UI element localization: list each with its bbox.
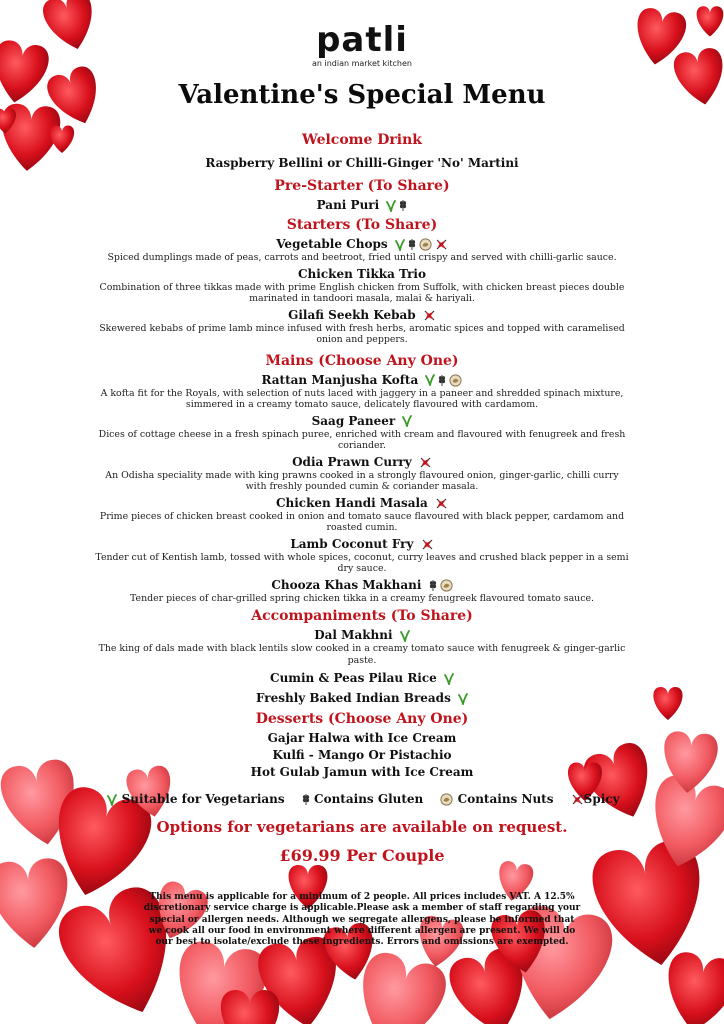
vegetarian-icon xyxy=(458,693,468,705)
vegetarian-icon xyxy=(425,374,435,386)
section-heading-prestarter: Pre-Starter (To Share) xyxy=(274,178,450,194)
spicy-icon xyxy=(435,238,448,251)
spicy-icon xyxy=(421,538,434,551)
gluten-icon xyxy=(429,579,437,592)
dish-description: Tender cut of Kentish lamb, tossed with whole spices, coconut, curry leaves and crushed black pepper in a semi dry sauce. xyxy=(95,551,629,574)
dish-name: Rattan Manjusha Kofta xyxy=(261,372,419,387)
dish-saag-paneer xyxy=(80,413,644,429)
dish-description: An Odisha speciality made with king prawns cooked in a strongly flavoured onion, ginger-garlic, chilli curry with freshly pounded cumin & coriander masala. xyxy=(105,469,619,492)
brand-logo xyxy=(0,22,724,68)
vegetarian-icon xyxy=(107,794,117,806)
spicy-icon xyxy=(423,309,436,322)
dish-name: Vegetable Chops xyxy=(276,237,388,251)
dish-description: Combination of three tikkas made with prime English chicken from Suffolk, with chicken breast pieces double marinated in tandoori masala, malai & hariyali. xyxy=(99,281,625,304)
dish-lamb-coconut-fry xyxy=(80,536,644,552)
dish-rattan-manjusha-kofta xyxy=(80,372,644,388)
legend-spicy: Spicy xyxy=(583,792,620,806)
dish-name: Gilafi Seekh Kebab xyxy=(288,307,416,322)
dietary-legend xyxy=(0,792,724,806)
section-heading-accompaniments: Accompaniments (To Share) xyxy=(251,608,473,624)
vegetarian-icon xyxy=(395,239,405,251)
dish-odia-prawn-curry xyxy=(80,454,644,470)
dessert-item: Kulfi - Mango Or Pistachio xyxy=(272,748,452,762)
brand-name: patli xyxy=(316,20,408,60)
dish-name: Odia Prawn Curry xyxy=(292,454,412,469)
section-heading-starters: Starters (To Share) xyxy=(286,217,438,233)
section-heading-desserts: Desserts (Choose Any One) xyxy=(255,711,469,727)
nuts-icon xyxy=(419,238,432,251)
dish-chicken-tikka-trio xyxy=(80,266,644,282)
gluten-icon xyxy=(302,793,310,806)
dish-description: The king of dals made with black lentils slow cooked in a creamy tomato sauce with fenugreek & ginger-garlic paste. xyxy=(98,643,626,666)
dish-name: Chicken Tikka Trio xyxy=(297,266,426,281)
dish-name: Lamb Coconut Fry xyxy=(290,536,414,551)
welcome-drink-item: Raspberry Bellini or Chilli-Ginger 'No' Martini xyxy=(205,156,519,170)
nuts-icon xyxy=(440,793,453,806)
dish-vegetable-chops xyxy=(80,236,644,252)
spicy-icon xyxy=(419,456,432,469)
vegetarian-icon xyxy=(400,630,410,642)
dish-chooza-khas-makhani xyxy=(80,577,644,593)
dish-name: Chooza Khas Makhani xyxy=(271,577,422,592)
vegetarian-icon xyxy=(444,673,454,685)
dish-pani-puri xyxy=(80,197,644,213)
dish-name: Freshly Baked Indian Breads xyxy=(255,691,451,705)
spicy-icon xyxy=(435,497,448,510)
nuts-icon xyxy=(449,374,462,387)
section-heading-welcome: Welcome Drink xyxy=(302,132,422,148)
dish-name: Dal Makhni xyxy=(314,628,393,642)
gluten-icon xyxy=(408,238,416,251)
dish-description: Dices of cottage cheese in a fresh spinach puree, enriched with cream and flavoured with fenugreek and fresh coriander. xyxy=(98,428,626,451)
dessert-item: Hot Gulab Jamun with Ice Cream xyxy=(250,765,474,779)
dish-name: Pani Puri xyxy=(316,198,380,212)
dish-description: Spiced dumplings made of peas, carrots and beetroot, fried until crispy and served with chilli-garlic sauce. xyxy=(107,252,617,263)
menu-content xyxy=(80,128,644,780)
legend-vegetarian: Suitable for Vegetarians xyxy=(121,792,285,806)
legend-gluten: Contains Gluten xyxy=(314,792,424,806)
dish-description: Prime pieces of chicken breast cooked in onion and tomato sauce flavoured with black pepper, cardamom and roasted cumin. xyxy=(99,510,625,533)
gluten-icon xyxy=(399,199,407,212)
terms-footnote: This menu is applicable for a minimum of 2 people. All prices includes VAT. A 12.5% discretionary service charge is applicable.Please ask a member of staff regarding your special or allergen needs. Although we segregate allergens, please be informed that we cook all our food in environment where different allergen are present. We will do our best to isolate/exclude these ingredients. Errors and omissions are exempted. xyxy=(143,892,581,948)
dish-gilafi-seekh-kebab xyxy=(80,307,644,323)
dish-pilau-rice xyxy=(80,670,644,686)
spicy-icon xyxy=(571,793,584,806)
dish-description: Skewered kebabs of prime lamb mince infused with fresh herbs, aromatic spices and topped with caramelised onion and peppers. xyxy=(99,322,625,345)
dish-chicken-handi-masala xyxy=(80,495,644,511)
vegetarian-icon xyxy=(402,415,412,427)
menu-price: £69.99 Per Couple xyxy=(279,846,445,865)
dish-description: A kofta fit for the Royals, with selection of nuts laced with jaggery in a paneer and shredded spinach mixture, simmered in a creamy tomato sauce, delicately flavoured with cardamom. xyxy=(100,387,624,410)
dish-name: Cumin & Peas Pilau Rice xyxy=(270,671,437,685)
vegetarian-options-note: Options for vegetarians are available on request. xyxy=(156,818,568,836)
dessert-item: Gajar Halwa with Ice Cream xyxy=(267,731,457,745)
gluten-icon xyxy=(438,374,446,387)
dish-name: Saag Paneer xyxy=(311,413,396,428)
vegetarian-icon xyxy=(386,200,396,212)
page-title: Valentine's Special Menu xyxy=(178,80,546,110)
dish-dal-makhni xyxy=(80,627,644,643)
legend-nuts: Contains Nuts xyxy=(457,792,554,806)
dish-name: Chicken Handi Masala xyxy=(275,495,428,510)
dish-indian-breads xyxy=(80,690,644,706)
dish-description: Tender pieces of char-grilled spring chicken tikka in a creamy fenugreek flavoured tomato sauce. xyxy=(130,592,594,604)
nuts-icon xyxy=(440,579,453,592)
section-heading-mains: Mains (Choose Any One) xyxy=(265,352,459,369)
brand-tagline: an indian market kitchen xyxy=(311,59,412,68)
